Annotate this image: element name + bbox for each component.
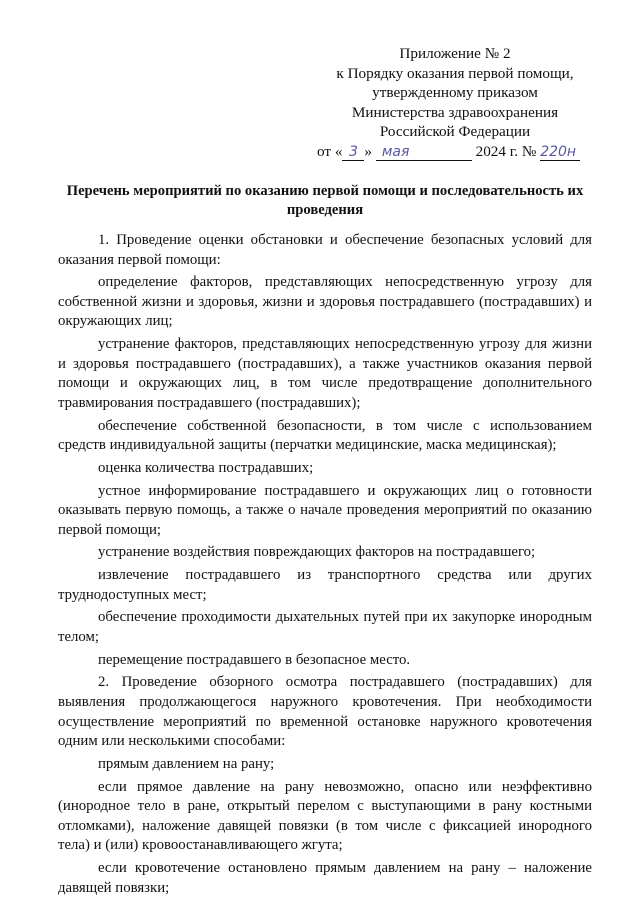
document-body [58,231,592,901]
paragraph: 2. Проведение обзорного осмотра пострадавшего (пострадавших) для выявления продолжающегося наружного кровотечения. При необходимости осуществление мероприятий по временной остановке наружного кровотечения одним или несколькими способами: [58,674,592,750]
paragraph: определение факторов, представляющих непосредственную угрозу для собственной жизни и здоровья, жизни и здоровья пострадавшего (пострадавших) и окружающих лиц; [58,274,592,330]
order-date-line [305,142,605,162]
header-line-2: к Порядку оказания первой помощи, [336,64,574,82]
handwritten-month: мая [376,145,472,161]
handwritten-order-number: 220н [540,145,580,161]
paragraph: перемещение пострадавшего в безопасное место. [98,651,411,668]
header-line-5: Российской Федерации [379,123,531,140]
appendix-header [305,44,605,161]
document-title: Перечень мероприятий по оказанию первой помощи и последовательность их проведения [66,183,584,218]
date-prefix: от « [317,142,343,160]
paragraph: если кровотечение остановлено прямым давлением на рану – наложение давящей повязки; [58,860,592,896]
paragraph: извлечение пострадавшего из транспортного средства или других труднодоступных мест; [58,567,592,603]
date-mid: » [364,142,373,160]
handwritten-day: 3 [342,145,364,161]
header-line-4: Министерства здравоохранения [351,103,559,121]
paragraph: прямым давлением на рану; [98,755,275,772]
paragraph: 1. Проведение оценки обстановки и обеспечение безопасных условий для оказания первой помощи: [58,232,592,268]
paragraph: если прямое давление на рану невозможно, опасно или неэффективно (инородное тело в ране, открытый перелом с выступающими в рану костными отломками), наложение давящей повязки (в том числе с фиксацией инородного тела) и (или) кровоостанавливающего жгута; [58,778,592,854]
paragraph: оценка количества пострадавших; [98,459,314,476]
paragraph: устранение факторов, представляющих непосредственную угрозу для жизни и здоровья пострадавшего (пострадавших), а также участников оказания первой помощи и окружающих лиц, в том числе предотвращение дополнительного травмирования пострадавшего (пострадавших); [58,336,592,411]
paragraph: обеспечение проходимости дыхательных путей при их закупорке инородным телом; [58,609,592,646]
paragraph: устранение воздействия повреждающих факторов на пострадавшего; [98,544,536,561]
paragraph: обеспечение собственной безопасности, в том числе с использованием средств индивидуальной защиты (перчатки медицинские, маска медицинская); [58,417,592,454]
header-line-3: утвержденному приказом [372,84,538,101]
appendix-number: Приложение № 2 [399,45,511,62]
paragraph: устное информирование пострадавшего и окружающих лиц о готовности оказывать первую помощь, а также о начале проведения мероприятий по оказанию первой помощи; [58,482,592,538]
date-year: 2024 г. № [475,142,537,160]
